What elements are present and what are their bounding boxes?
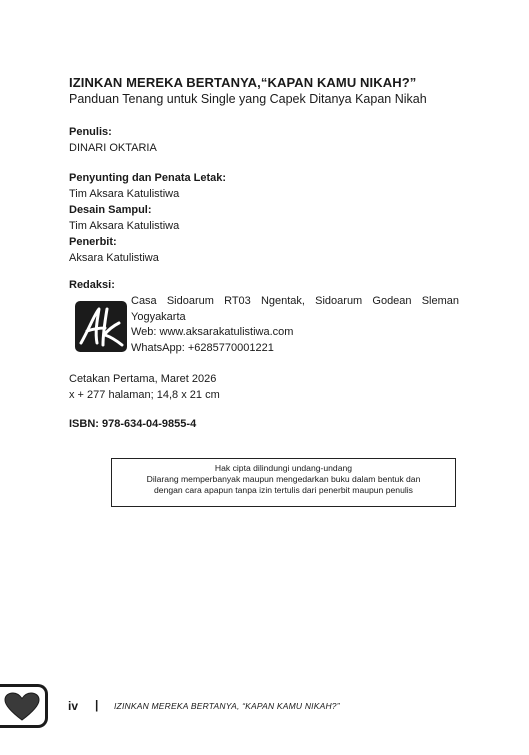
copyright-line: dengan cara apapun tanpa izin tertulis dari penerbit maupun penulis <box>154 485 413 495</box>
edition-info <box>69 371 220 403</box>
copyright-line: Dilarang memperbanyak maupun mengedarkan buku dalam bentuk dan <box>146 474 421 484</box>
editor-label: Penyunting dan Penata Letak: <box>69 172 227 184</box>
footer-tab <box>0 684 48 728</box>
book-subtitle: Panduan Tenang untuk Single yang Capek Ditanya Kapan Nikah <box>69 92 427 106</box>
isbn: ISBN: 978-634-04-9855-4 <box>69 418 197 430</box>
page-count-size: x + 277 halaman; 14,8 x 21 cm <box>69 389 220 401</box>
credits-section <box>69 170 226 266</box>
publisher-name: Aksara Katulistiwa <box>69 252 159 264</box>
book-title: IZINKAN MEREKA BERTANYA,“KAPAN KAMU NIKAH?” <box>69 75 417 90</box>
heart-icon <box>4 692 40 722</box>
cover-designer: Tim Aksara Katulistiwa <box>69 220 180 232</box>
author-section <box>69 124 157 156</box>
author-label: Penulis: <box>69 126 112 138</box>
address-line: Casa Sidoarum RT03 Ngentak, Sidoarum Godean Sleman <box>131 295 459 307</box>
footer-separator: | <box>95 698 99 712</box>
address-city: Yogyakarta <box>131 310 186 323</box>
copyright-notice <box>111 458 456 507</box>
publisher-label: Penerbit: <box>69 236 117 248</box>
print-edition: Cetakan Pertama, Maret 2026 <box>69 373 217 385</box>
author-name: DINARI OKTARIA <box>69 142 157 154</box>
redaksi-address <box>131 294 459 356</box>
running-title: IZINKAN MEREKA BERTANYA, “KAPAN KAMU NIKAH?” <box>114 701 340 711</box>
publisher-logo <box>75 301 127 352</box>
page-number: iv <box>68 699 79 713</box>
editor-name: Tim Aksara Katulistiwa <box>69 188 180 200</box>
copyright-line: Hak cipta dilindungi undang-undang <box>214 463 353 473</box>
redaksi-label: Redaksi: <box>69 279 115 291</box>
cover-label: Desain Sampul: <box>69 204 152 216</box>
website: Web: www.aksarakatulistiwa.com <box>131 326 294 339</box>
whatsapp-number: WhatsApp: +6285770001221 <box>131 341 274 354</box>
